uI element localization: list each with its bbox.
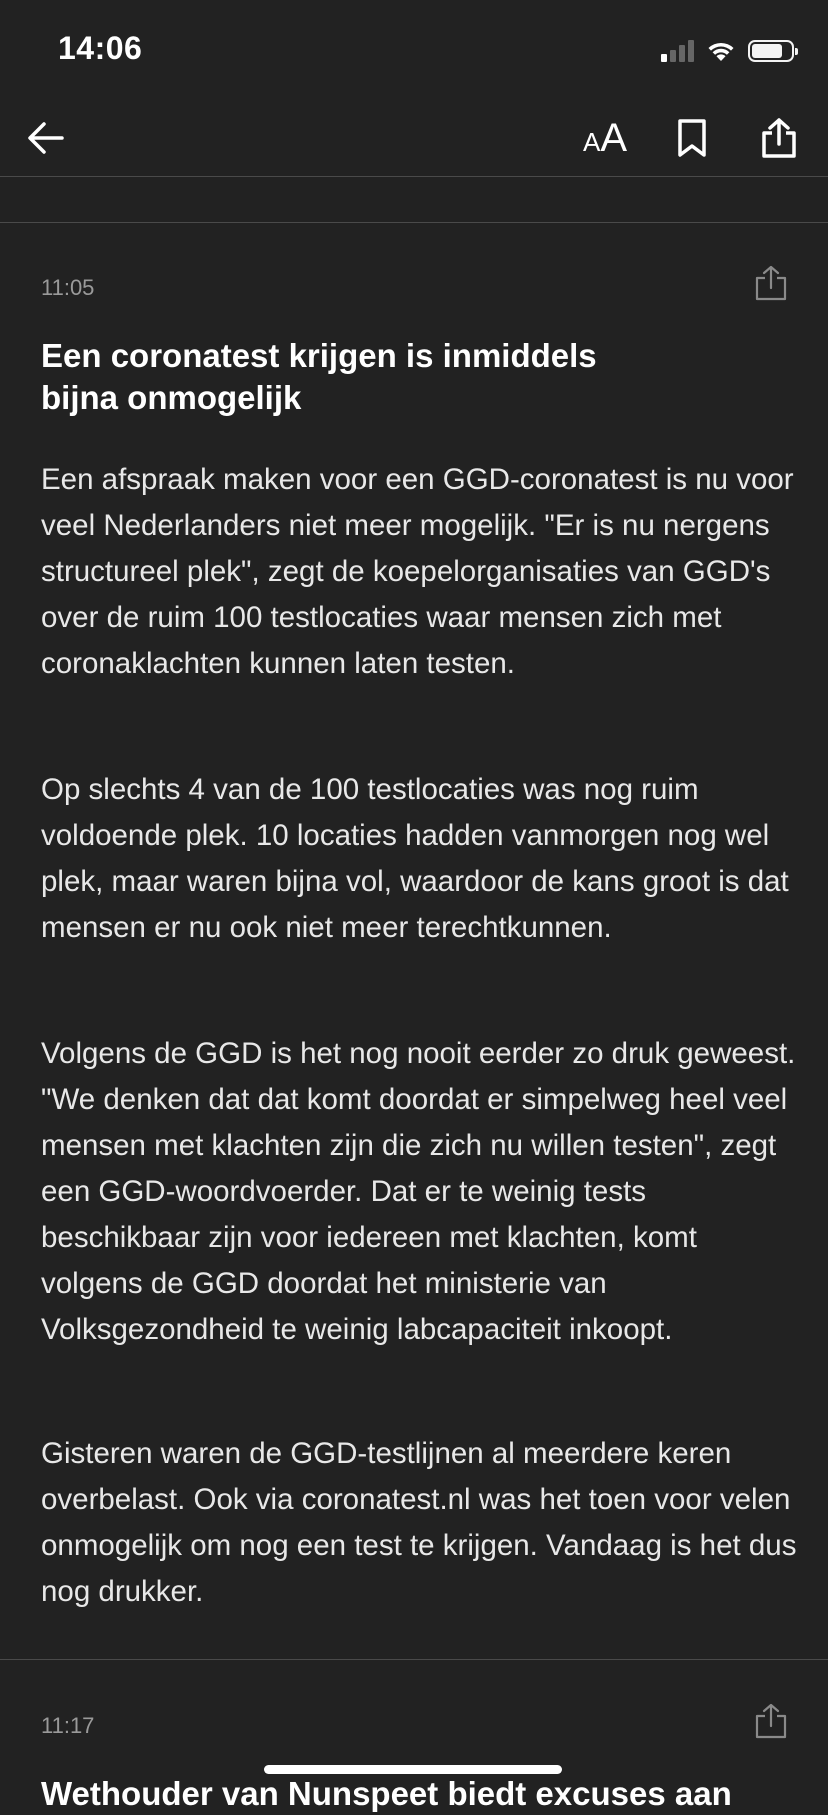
share-icon (754, 264, 788, 302)
bookmark-icon (675, 118, 709, 158)
text-size-large-a: A (600, 115, 628, 160)
arrow-left-icon (26, 120, 66, 156)
text-size-icon (583, 116, 627, 161)
update-title-line: bijna onmogelijk (41, 379, 302, 416)
nav-divider (0, 176, 828, 177)
update-title (41, 335, 761, 419)
battery-fill (752, 44, 782, 58)
text-size-small-a: A (582, 126, 601, 157)
share-icon (754, 1702, 788, 1740)
back-button[interactable] (16, 108, 76, 168)
home-indicator[interactable] (264, 1765, 562, 1774)
update-share-button[interactable] (754, 1702, 788, 1740)
update-title: Wethouder van Nunspeet biedt excuses aan (41, 1775, 732, 1812)
share-button[interactable] (748, 108, 810, 168)
update-paragraph: Gisteren waren de GGD-testlijnen al meerdere keren overbelast. Ook via coronatest.nl was het toen voor velen onmogelijk om nog een test te krijgen. Vandaag is het dus nog drukker. (41, 1437, 797, 1608)
update-timestamp: 11:17 (41, 1713, 95, 1738)
live-update-item (0, 222, 828, 1658)
status-bar (0, 0, 828, 100)
share-icon (759, 117, 799, 159)
update-paragraph: Op slechts 4 van de 100 testlocaties was nog ruim voldoende plek. 10 locaties hadden vanmorgen nog wel plek, maar waren bijna vol, waardoor de kans groot is dat mensen er nu ook niet meer terechtkunnen. (41, 773, 789, 944)
update-title-line: Een coronatest krijgen is inmiddels (41, 337, 597, 374)
bookmark-button[interactable] (662, 108, 722, 168)
update-share-button[interactable] (754, 264, 788, 302)
update-timestamp: 11:05 (41, 275, 95, 300)
nav-bar (0, 100, 828, 176)
update-paragraph: Volgens de GGD is het nog nooit eerder zo druk geweest. "We denken dat dat komt doordat er simpelweg heel veel mensen met klachten zijn die zich nu willen testen", zegt een GGD-woordvoerder. Dat er te weinig tests beschikbaar zijn voor iedereen met klachten, komt volgens de GGD doordat het ministerie van Volksgezondheid te weinig labcapaciteit inkoopt. (41, 1037, 796, 1346)
status-time: 14:06 (58, 30, 143, 66)
text-size-button[interactable] (572, 108, 638, 168)
status-icons (661, 36, 794, 66)
cellular-signal-icon (661, 40, 694, 62)
battery-icon (748, 40, 794, 62)
update-paragraph: Een afspraak maken voor een GGD-coronatest is nu voor veel Nederlanders niet meer mogelijk. "Er is nu nergens structureel plek", zegt de koepelorganisaties van GGD's over de ruim 100 testlocaties waar mensen zich met coronaklachten kunnen laten testen. (41, 463, 794, 680)
wifi-icon (706, 40, 736, 62)
